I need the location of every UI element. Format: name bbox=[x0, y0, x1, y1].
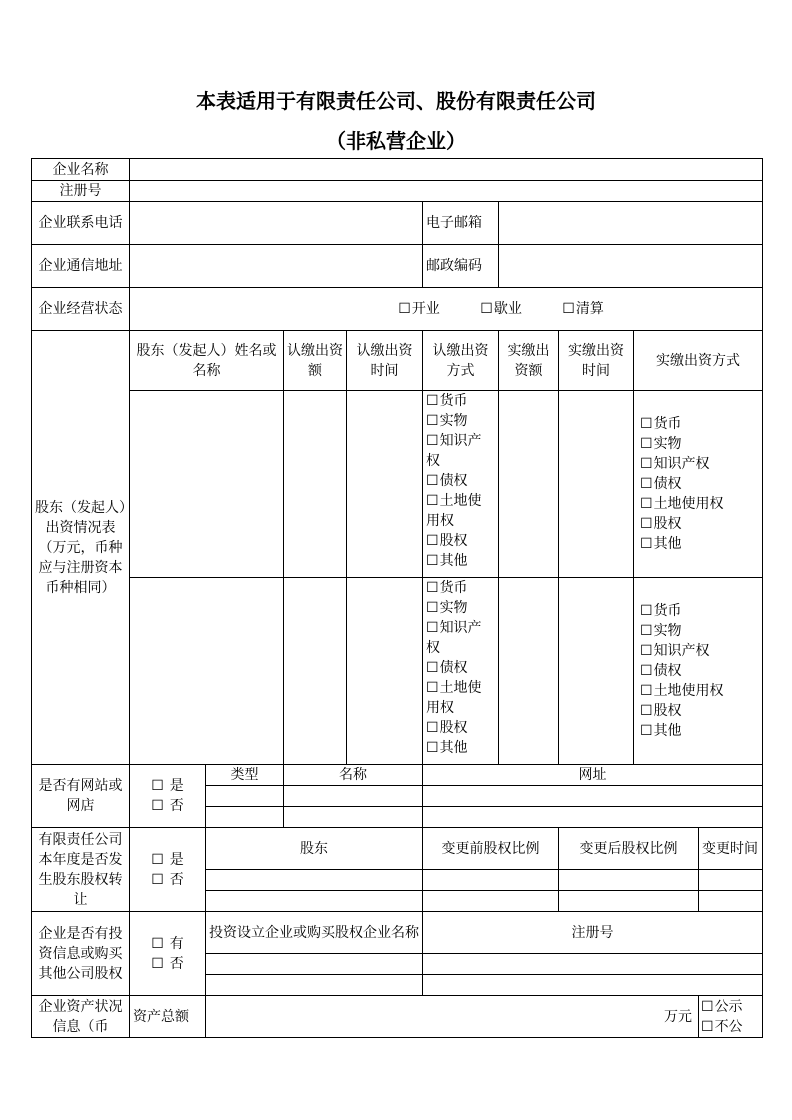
equity-yes-no bbox=[130, 828, 206, 912]
paid-time-cell[interactable] bbox=[559, 578, 634, 765]
col-subscribed-method: 认缴出资方式 bbox=[423, 331, 499, 391]
total-assets-field[interactable] bbox=[206, 996, 699, 1038]
method-checkbox[interactable]: ☐ 实物 bbox=[426, 598, 495, 618]
paid-amount-cell[interactable] bbox=[499, 578, 559, 765]
col-invested-reg-no: 注册号 bbox=[423, 912, 763, 954]
paid-method-list bbox=[634, 578, 763, 765]
address-label: 企业通信地址 bbox=[32, 245, 130, 288]
method-checkbox[interactable]: ☐ 债权 bbox=[426, 471, 495, 491]
method-checkbox[interactable]: ☐ 实物 bbox=[640, 434, 756, 454]
phone-label: 企业联系电话 bbox=[32, 202, 130, 245]
method-checkbox[interactable]: ☐ 实物 bbox=[426, 411, 495, 431]
company-name-field[interactable] bbox=[130, 159, 763, 181]
form-subtitle: （非私营企业） bbox=[326, 129, 466, 153]
website-url-cell[interactable] bbox=[423, 786, 763, 807]
after-ratio-cell[interactable] bbox=[559, 870, 699, 891]
col-invested-company: 投资设立企业或购买股权企业名称 bbox=[206, 912, 423, 954]
postcode-label: 邮政编码 bbox=[423, 245, 499, 288]
status-open-checkbox[interactable]: ☐ 开业 bbox=[398, 299, 440, 319]
col-website-url: 网址 bbox=[423, 765, 763, 786]
assets-label: 企业资产状况信息（币 bbox=[32, 996, 130, 1038]
paid-time-cell[interactable] bbox=[559, 391, 634, 578]
subscribed-amount-cell[interactable] bbox=[284, 391, 347, 578]
equity-yes-checkbox[interactable]: ☐ 是 bbox=[133, 850, 202, 870]
method-checkbox[interactable]: ☐ 债权 bbox=[640, 661, 756, 681]
status-liquidation-checkbox[interactable]: ☐ 清算 bbox=[562, 299, 604, 319]
status-label: 企业经营状态 bbox=[32, 288, 130, 331]
postcode-field[interactable] bbox=[499, 245, 763, 288]
investment-label: 企业是否有投资信息或购买其他公司股权 bbox=[32, 912, 130, 996]
shareholder-section-label: 股东（发起人）出资情况表（万元，币种应与注册资本币种相同） bbox=[32, 331, 130, 765]
paid-amount-cell[interactable] bbox=[499, 391, 559, 578]
col-after-ratio: 变更后股权比例 bbox=[559, 828, 699, 870]
method-checkbox[interactable]: ☐ 其他 bbox=[426, 738, 495, 758]
website-yes-no bbox=[130, 765, 206, 828]
col-transfer-shareholder: 股东 bbox=[206, 828, 423, 870]
investment-yes-no bbox=[130, 912, 206, 996]
method-checkbox[interactable]: ☐ 知识产权 bbox=[426, 618, 495, 658]
equity-transfer-label: 有限责任公司本年度是否发生股东股权转让 bbox=[32, 828, 130, 912]
change-time-cell[interactable] bbox=[699, 891, 763, 912]
col-subscribed-amount: 认缴出资额 bbox=[284, 331, 347, 391]
total-assets-label: 资产总额 bbox=[130, 996, 206, 1038]
investment-no-checkbox[interactable]: ☐ 否 bbox=[133, 954, 202, 974]
shareholder-name-cell[interactable] bbox=[130, 578, 284, 765]
col-paid-method: 实缴出资方式 bbox=[634, 331, 763, 391]
transfer-shareholder-cell[interactable] bbox=[206, 891, 423, 912]
method-checkbox[interactable]: ☐ 股权 bbox=[426, 718, 495, 738]
website-yes-checkbox[interactable]: ☐ 是 bbox=[133, 776, 202, 796]
email-field[interactable] bbox=[499, 202, 763, 245]
method-checkbox[interactable]: ☐ 土地使用权 bbox=[640, 681, 756, 701]
status-options bbox=[130, 288, 763, 331]
website-url-cell[interactable] bbox=[423, 807, 763, 828]
subscribed-method-list bbox=[423, 578, 499, 765]
method-checkbox[interactable]: ☐ 货币 bbox=[640, 414, 756, 434]
col-website-type: 类型 bbox=[206, 765, 284, 786]
transfer-shareholder-cell[interactable] bbox=[206, 870, 423, 891]
status-suspended-checkbox[interactable]: ☐ 歇业 bbox=[480, 299, 522, 319]
method-checkbox[interactable]: ☐ 债权 bbox=[640, 474, 756, 494]
method-checkbox[interactable]: ☐ 土地使用权 bbox=[426, 678, 495, 718]
before-ratio-cell[interactable] bbox=[423, 891, 559, 912]
reg-no-label: 注册号 bbox=[32, 181, 130, 202]
before-ratio-cell[interactable] bbox=[423, 870, 559, 891]
col-change-time: 变更时间 bbox=[699, 828, 763, 870]
email-label: 电子邮箱 bbox=[423, 202, 499, 245]
website-type-cell[interactable] bbox=[206, 807, 284, 828]
method-checkbox[interactable]: ☐ 知识产权 bbox=[426, 431, 495, 471]
phone-field[interactable] bbox=[130, 202, 423, 245]
form-title: 本表适用于有限责任公司、股份有限责任公司 bbox=[196, 89, 596, 113]
paid-method-list bbox=[634, 391, 763, 578]
method-checkbox[interactable]: ☐ 知识产权 bbox=[640, 454, 756, 474]
method-checkbox[interactable]: ☐ 股权 bbox=[640, 514, 756, 534]
public-checkbox[interactable]: ☐ 公示 bbox=[701, 997, 760, 1017]
change-time-cell[interactable] bbox=[699, 870, 763, 891]
invested-reg-no-cell[interactable] bbox=[423, 975, 763, 996]
website-label: 是否有网站或网店 bbox=[32, 765, 130, 828]
method-checkbox[interactable]: ☐ 债权 bbox=[426, 658, 495, 678]
private-checkbox[interactable]: ☐ 不公 bbox=[701, 1017, 760, 1037]
method-checkbox[interactable]: ☐ 股权 bbox=[640, 701, 756, 721]
col-paid-amount: 实缴出资额 bbox=[499, 331, 559, 391]
publicity-options bbox=[699, 996, 763, 1038]
website-type-cell[interactable] bbox=[206, 786, 284, 807]
shareholder-name-cell[interactable] bbox=[130, 391, 284, 578]
address-field[interactable] bbox=[130, 245, 423, 288]
website-name-cell[interactable] bbox=[284, 807, 423, 828]
method-checkbox[interactable]: ☐ 货币 bbox=[426, 578, 495, 598]
col-subscribed-time: 认缴出资时间 bbox=[347, 331, 423, 391]
method-checkbox[interactable]: ☐ 知识产权 bbox=[640, 641, 756, 661]
method-checkbox[interactable]: ☐ 货币 bbox=[426, 391, 495, 411]
col-shareholder-name: 股东（发起人）姓名或名称 bbox=[130, 331, 284, 391]
after-ratio-cell[interactable] bbox=[559, 891, 699, 912]
col-website-name: 名称 bbox=[284, 765, 423, 786]
method-checkbox[interactable]: ☐ 实物 bbox=[640, 621, 756, 641]
method-checkbox[interactable]: ☐ 货币 bbox=[640, 601, 756, 621]
company-name-label: 企业名称 bbox=[32, 159, 130, 181]
invested-company-cell[interactable] bbox=[206, 975, 423, 996]
website-name-cell[interactable] bbox=[284, 786, 423, 807]
subscribed-amount-cell[interactable] bbox=[284, 578, 347, 765]
subscribed-time-cell[interactable] bbox=[347, 578, 423, 765]
col-before-ratio: 变更前股权比例 bbox=[423, 828, 559, 870]
method-checkbox[interactable]: ☐ 土地使用权 bbox=[426, 491, 495, 531]
unit-label: 万元 bbox=[664, 1008, 692, 1025]
method-checkbox[interactable]: ☐ 土地使用权 bbox=[640, 494, 756, 514]
annual-report-form bbox=[31, 158, 763, 1038]
subscribed-method-list bbox=[423, 391, 499, 578]
reg-no-field[interactable] bbox=[130, 181, 763, 202]
equity-no-checkbox[interactable]: ☐ 否 bbox=[133, 870, 202, 890]
subscribed-time-cell[interactable] bbox=[347, 391, 423, 578]
website-no-checkbox[interactable]: ☐ 否 bbox=[133, 796, 202, 816]
method-checkbox[interactable]: ☐ 其他 bbox=[640, 534, 756, 554]
col-paid-time: 实缴出资时间 bbox=[559, 331, 634, 391]
method-checkbox[interactable]: ☐ 其他 bbox=[640, 721, 756, 741]
invested-reg-no-cell[interactable] bbox=[423, 954, 763, 975]
method-checkbox[interactable]: ☐ 其他 bbox=[426, 551, 495, 571]
investment-yes-checkbox[interactable]: ☐ 有 bbox=[133, 934, 202, 954]
invested-company-cell[interactable] bbox=[206, 954, 423, 975]
method-checkbox[interactable]: ☐ 股权 bbox=[426, 531, 495, 551]
